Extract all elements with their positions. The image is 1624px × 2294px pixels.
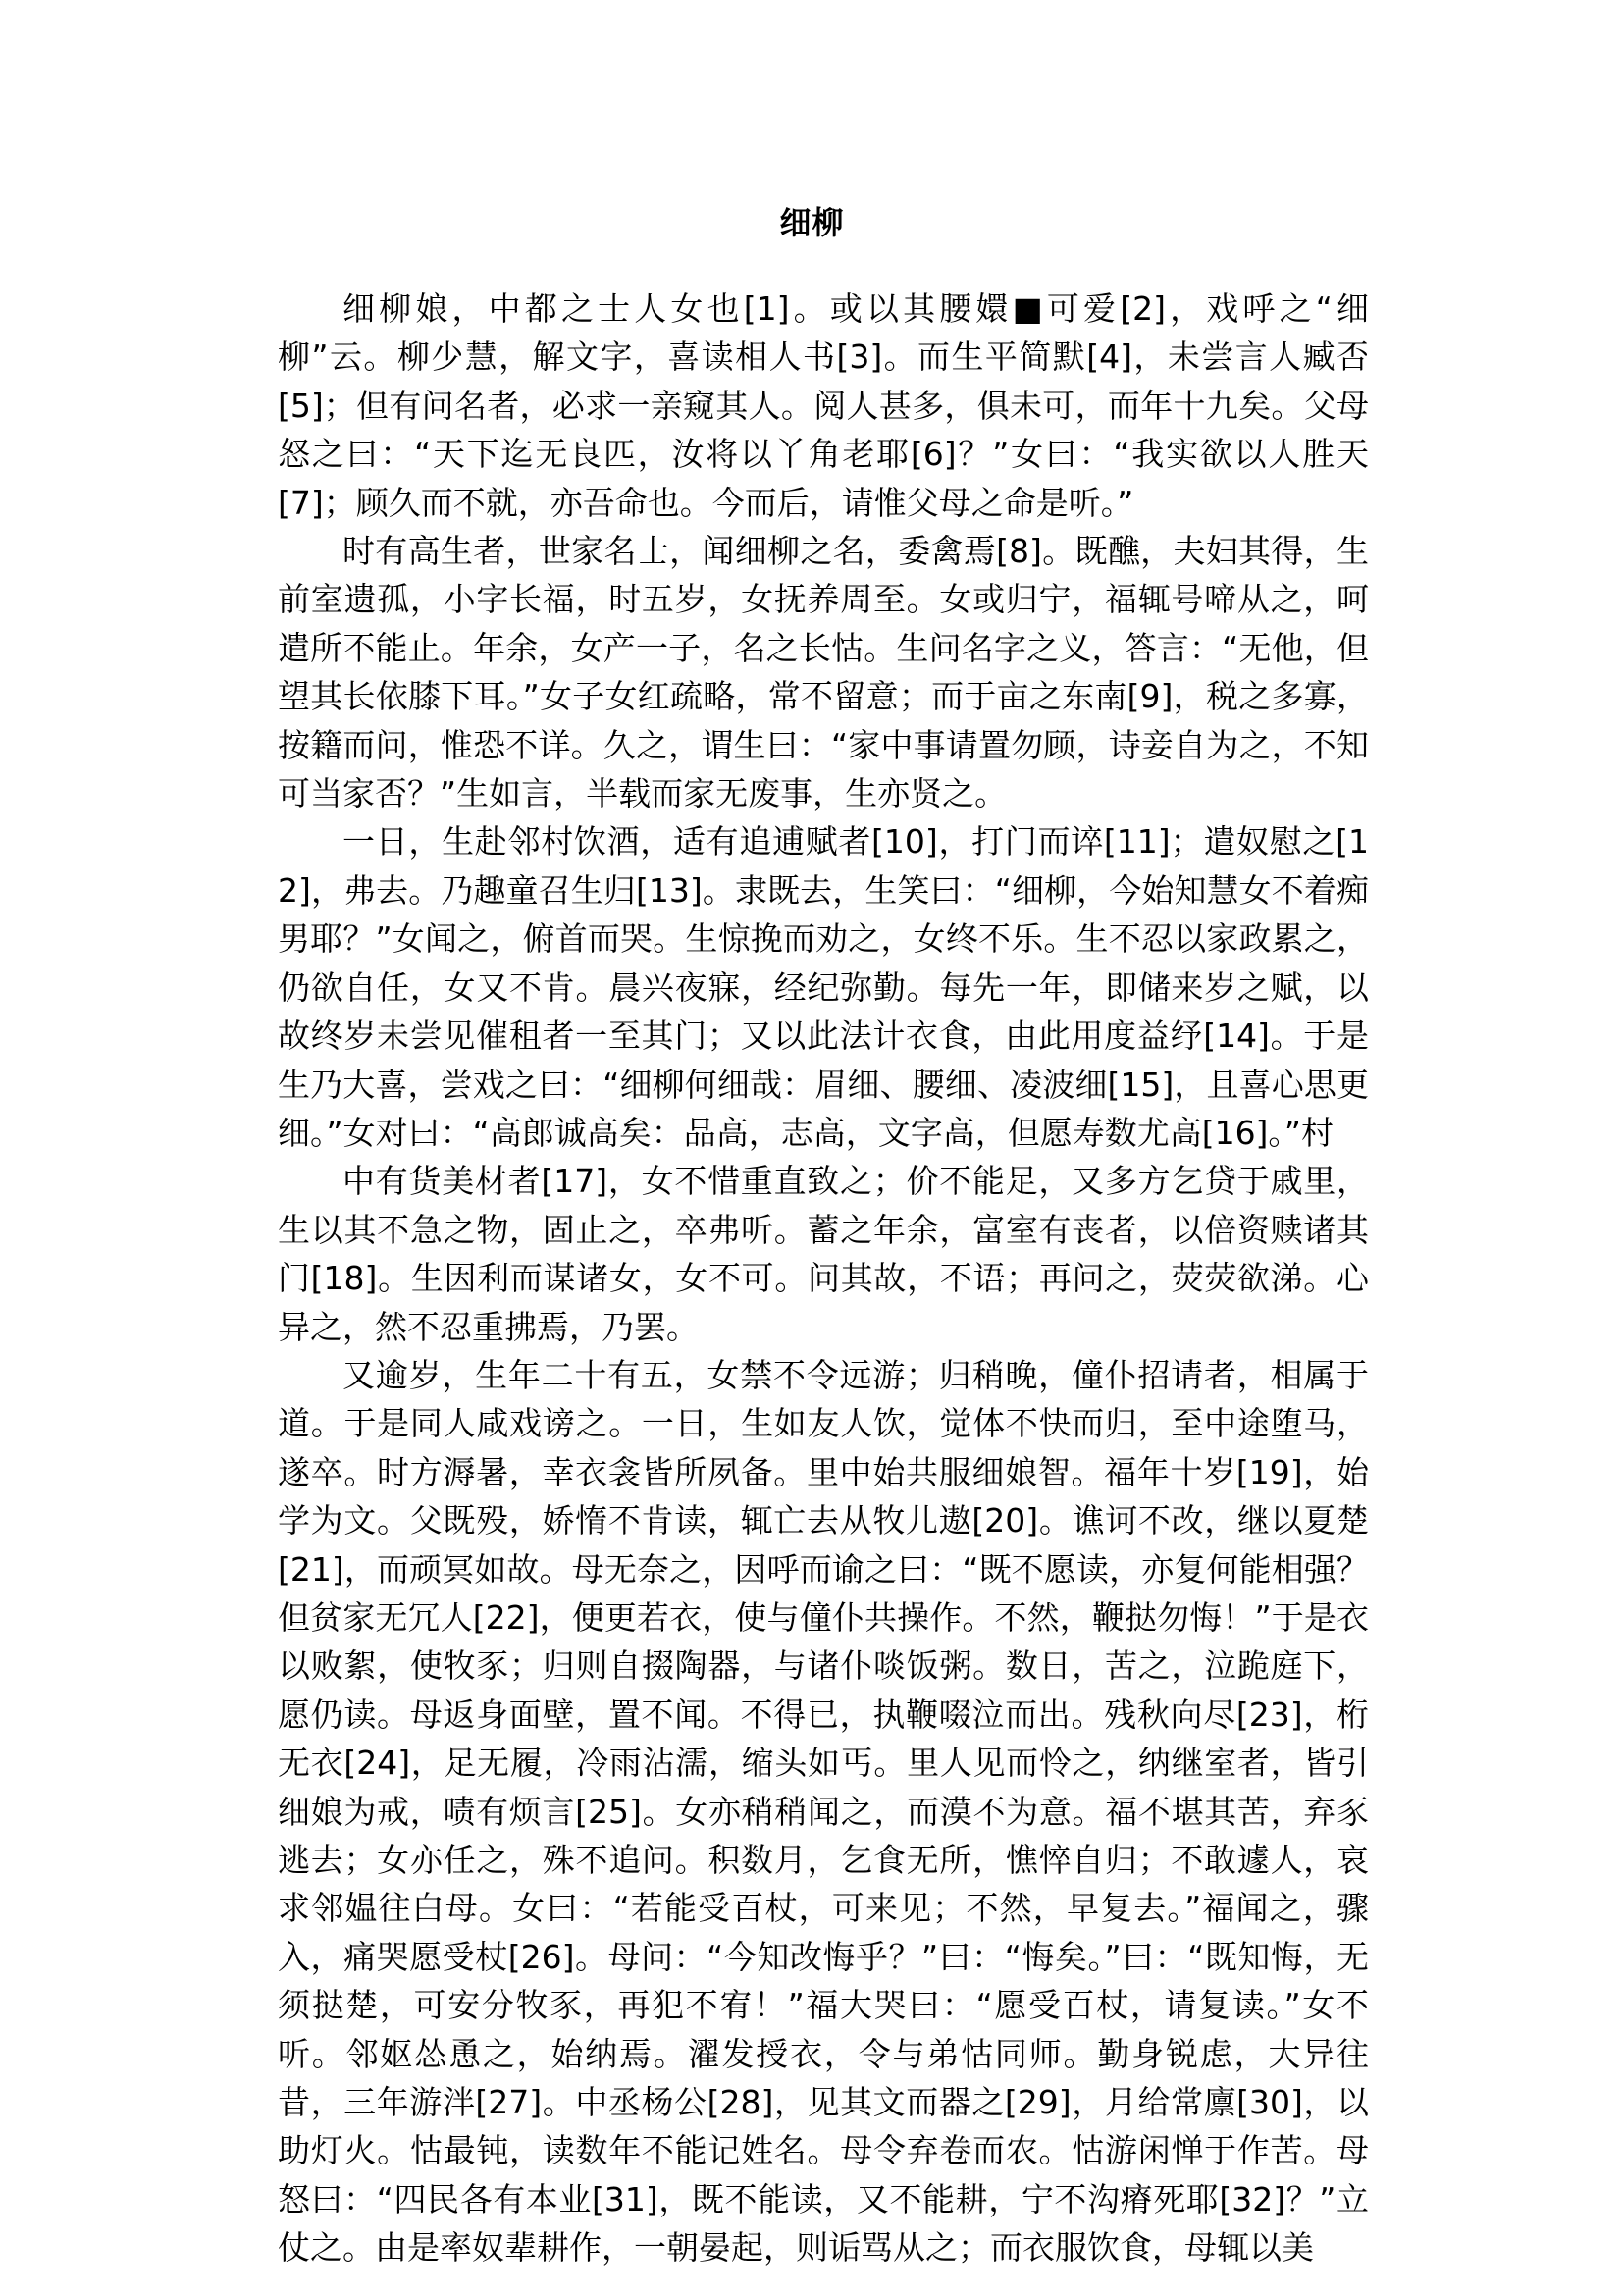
paragraph: 一日，生赴邻村饮酒，适有追逋赋者[10]，打门而谇[11]；遣奴慰之[12]，弗去。乃趣童召生归[13]。隶既去，生笑曰：“细柳，今始知慧女不着痴男耶？”女闻之，俯首而哭。生惊挽而劝之，女终不乐。生不忍以家政累之，仍欲自任，女又不肯。晨兴夜寐，经纪弥勤。每先一年，即储来岁之赋，以故终岁未尝见催租者一至其门；又以此法计衣食，由此用度益纾[14]。于是生乃大喜，尝戏之曰：“细柳何细哉：眉细、腰细、凌波细[15]，且喜心思更细。”女对曰：“高郎诚高矣：品高，志高，文字高，但愿寿数尤高[16]。”村 <box>278 822 1369 1152</box>
paragraph: 细柳娘，中都之士人女也[1]。或以其腰嬛■可爱[2]，戏呼之“细柳”云。柳少慧，解文字，喜读相人书[3]。而生平简默[4]，未尝言人臧否[5]；但有问名者，必求一亲窥其人。阅人甚多，俱未可，而年十九矣。父母怒之曰：“天下迄无良匹，汝将以丫角老耶[6]？”女曰：“我实欲以人胜天[7]；顾久而不就，亦吾命也。今而后，请惟父母之命是听。” <box>278 289 1369 522</box>
document-body <box>278 285 1369 2272</box>
paragraph: 时有高生者，世家名士，闻细柳之名，委禽焉[8]。既醮，夫妇其得，生前室遗孤，小字长福，时五岁，女抚养周至。女或归宁，福辄号啼从之，呵遣所不能止。年余，女产一子，名之长怙。生问名字之义，答言：“无他，但望其长依膝下耳。”女子女红疏略，常不留意；而于亩之东南[9]，税之多寡，按籍而问，惟恐不详。久之，谓生曰：“家中事请置勿顾，诗妾自为之，不知可当家否？”生如言，半载而家无废事，生亦贤之。 <box>278 532 1369 813</box>
document-title: 细柳 <box>779 204 845 241</box>
paragraph: 中有货美材者[17]，女不惜重直致之；价不能足，又多方乞贷于戚里，生以其不急之物，固止之，卒弗听。蓄之年余，富室有丧者，以倍资赎诸其门[18]。生因利而谋诸女，女不可。问其故，不语；再问之，荧荧欲涕。心异之，然不忍重拂焉，乃罢。 <box>278 1162 1369 1346</box>
paragraph: 又逾岁，生年二十有五，女禁不令远游；归稍晚，僮仆招请者，相属于道。于是同人咸戏谤之。一日，生如友人饮，觉体不快而归，至中途堕马，遂卒。时方溽暑，幸衣衾皆所夙备。里中始共服细娘智。福年十岁[19]，始学为文。父既殁，娇惰不肯读，辄亡去从牧儿遨[20]。谯诃不改，继以夏楚[21]，而顽冥如故。母无奈之，因呼而谕之曰：“既不愿读，亦复何能相强？但贫家无冗人[22]，便更若衣，使与僮仆共操作。不然，鞭挞勿悔！”于是衣以败絮，使牧豕；归则自掇陶器，与诸仆啖饭粥。数日，苦之，泣跪庭下，愿仍读。母返身面壁，置不闻。不得已，执鞭啜泣而出。残秋向尽[23]，桁无衣[24]，足无履，冷雨沾濡，缩头如丐。里人见而怜之，纳继室者，皆引细娘为戒，啧有烦言[25]。女亦稍稍闻之，而漠不为意。福不堪其苦，弃豕逃去；女亦任之，殊不追问。积数月，乞食无所，憔悴自归；不敢遽人，哀求邻媪往白母。女曰：“若能受百杖，可来见；不然，早复去。”福闻之，骤入，痛哭愿受杖[26]。母问：“今知改悔乎？”曰：“悔矣。”曰：“既知悔，无须挞楚，可安分牧豕，再犯不宥！”福大哭曰：“愿受百杖，请复读。”女不听。邻妪怂恿之，始纳焉。濯发授衣，令与弟怙同师。勤身锐虑，大异往昔，三年游泮[27]。中丞杨公[28]，见其文而器之[29]，月给常廪[30]，以助灯火。怙最钝，读数年不能记姓名。母令弃卷而农。怙游闲惮于作苦。母怒曰：“四民各有本业[31]，既不能读，又不能耕，宁不沟瘠死耶[32]？”立仗之。由是率奴辈耕作，一朝晏起，则诟骂从之；而衣服饮食，母辄以美 <box>278 1355 1369 2268</box>
